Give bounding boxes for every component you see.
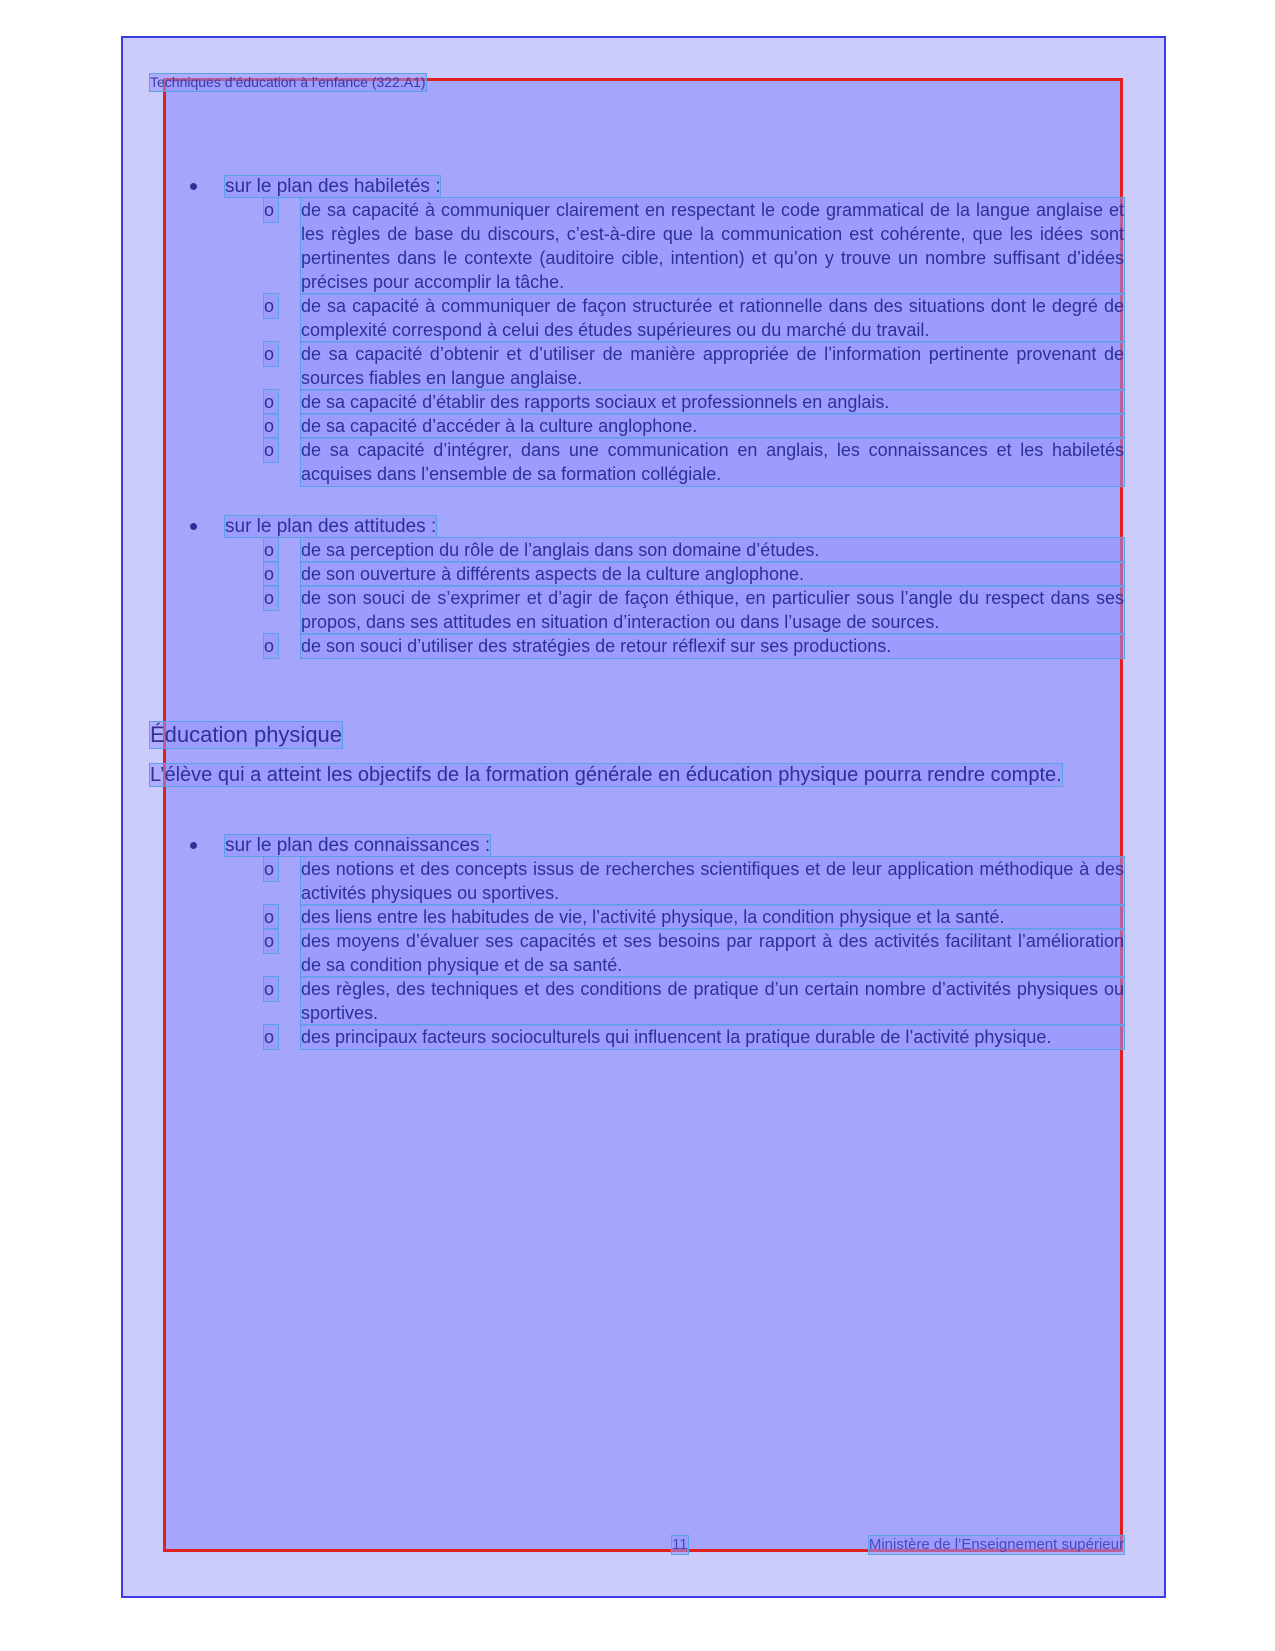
list-item [264,929,1124,977]
list-marker-icon: o [264,1025,278,1049]
list-marker-icon: o [264,414,278,438]
list-item [264,857,1124,905]
list-item [264,438,1124,486]
list-marker-icon: o [264,294,278,318]
list-item [264,342,1124,390]
list-habiletes [264,198,1124,486]
list-item-text: de sa capacité à communiquer de façon structurée et rationnelle dans des situations dont le degré de complexité correspond à celui des études supérieures ou du marché du travail. [301,296,1124,340]
list-item-text: de son ouverture à différents aspects de la culture anglophone. [301,562,1124,586]
list-item [264,538,1124,562]
list-item [264,586,1124,634]
list-item [264,390,1124,414]
intro-paragraph [150,762,1124,789]
list-item [264,198,1124,294]
list-item-text: de sa capacité à communiquer clairement en respectant le code grammatical de la langue anglaise et les règles de base du discours, c’est-à-dire que la communication est cohérente, que les idées sont pertinentes dans le contexte (auditoire cible, intention) et qu’on y trouve un nombre suffisant d’idées précises pour accomplir la tâche. [301,200,1124,292]
list-item [264,634,1124,658]
list-item-text: de sa capacité d’accéder à la culture anglophone. [301,414,1124,438]
section-title-text: sur le plan des connaissances : [225,835,491,856]
intro-text: L’élève qui a atteint les objectifs de la formation générale en éducation physique pourra rendre compte. [150,764,1062,786]
list-item [264,905,1124,929]
section-heading: Éducation physique [150,722,343,747]
list-marker-icon: o [264,905,278,929]
list-item-text: de son souci d’utiliser des stratégies de retour réflexif sur ses productions. [301,634,1124,658]
list-marker-icon: o [264,586,278,610]
list-item-text: de sa perception du rôle de l’anglais dans son domaine d’études. [301,538,1124,562]
list-item [264,562,1124,586]
list-item [264,294,1124,342]
list-item-text: des moyens d’évaluer ses capacités et ses besoins par rapport à des activités facilitant l’amélioration de sa condition physique et de sa santé. [301,931,1124,975]
list-item-text: des règles, des techniques et des conditions de pratique d’un certain nombre d’activités physiques ou sportives. [301,979,1124,1023]
bullet-icon [190,523,197,530]
list-item-text: de sa capacité d’obtenir et d’utiliser de manière appropriée de l’information pertinente provenant de sources fiables en langue anglaise. [301,344,1124,388]
section-title-habiletes [190,176,440,198]
list-marker-icon: o [264,634,278,658]
page-footer [672,1536,1124,1554]
list-marker-icon: o [264,390,278,414]
bullet-icon [190,842,197,849]
list-marker-icon: o [264,929,278,953]
section-title-text: sur le plan des habiletés : [225,176,441,197]
list-item-text: des notions et des concepts issus de recherches scientifiques et de leur application méthodique à des activités physiques ou sportives. [301,859,1124,903]
list-marker-icon: o [264,977,278,1001]
footer-organization: Ministère de l’Enseignement supérieur [868,1536,1124,1553]
list-marker-icon: o [264,438,278,462]
list-item-text: des principaux facteurs socioculturels qui influencent la pratique durable de l’activité physique. [301,1025,1124,1049]
list-item-text: de sa capacité d’intégrer, dans une communication en anglais, les connaissances et les habiletés acquises dans l’ensemble de sa formation collégiale. [301,440,1124,484]
list-connaissances [264,857,1124,1049]
list-marker-icon: o [264,562,278,586]
list-item-text: de sa capacité d’établir des rapports sociaux et professionnels en anglais. [301,390,1124,414]
list-marker-icon: o [264,538,278,562]
list-item-text: de son souci de s’exprimer et d’agir de façon éthique, en particulier sous l’angle du respect dans ses propos, dans ses attitudes en situation d’interaction ou dans l’usage de sources. [301,588,1124,632]
list-item [264,977,1124,1025]
section-title-text: sur le plan des attitudes : [225,516,437,537]
list-marker-icon: o [264,857,278,881]
list-marker-icon: o [264,342,278,366]
running-header: Techniques d’éducation à l’enfance (322.A1) [150,74,426,90]
list-marker-icon: o [264,198,278,222]
list-attitudes [264,538,1124,658]
list-item-text: des liens entre les habitudes de vie, l’activité physique, la condition physique et la santé. [301,905,1124,929]
section-title-attitudes [190,516,436,538]
page-number: 11 [672,1536,688,1553]
list-item [264,414,1124,438]
section-title-connaissances [190,835,490,857]
bullet-icon [190,183,197,190]
list-item [264,1025,1124,1049]
